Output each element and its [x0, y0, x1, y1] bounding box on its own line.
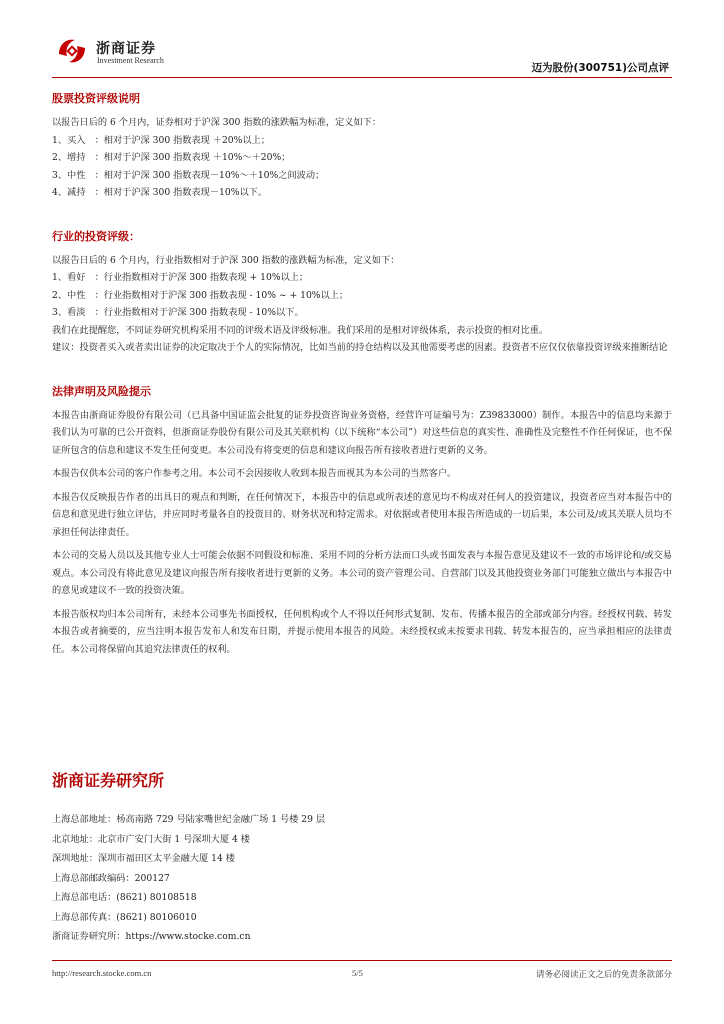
legal-heading: 法律声明及风险提示: [52, 384, 151, 398]
contact-line: 上海总部电话：(8621) 80108518: [52, 892, 197, 903]
contact-block: [52, 810, 325, 947]
report-title: 迈为股份(300751)公司点评: [531, 62, 669, 74]
stock-rating-item: 3、中性 ：相对于沪深 300 指数表现－10%～＋10%之间波动；: [52, 169, 325, 181]
legal-paragraph: 本报告版权均归本公司所有，未经本公司事先书面授权，任何机构或个人不得以任何形式复制、发布、传播本报告的全部或部分内容。经授权刊载、转发本报告或者摘要的，应当注明本报告发布人和发布日期，并提示使用本报告的风险。未经授权或未按要求刊载、转发本报告的，应当承担相应的法律责任。本公司将保留向其追究法律责任的权利。: [52, 608, 672, 655]
legal-paragraph: 本报告由浙商证券股份有限公司（已具备中国证监会批复的证券投资咨询业务资格，经营许可证编号为：Z39833000）制作。本报告中的信息均来源于我们认为可靠的已公开资料，但浙商证券股份有限公司及其关联机构（以下统称“本公司”）对这些信息的真实性、准确性及完整性不作任何保证，也不保证所包含的信息和建议不发生任何变更。本公司没有将变更的信息和建议向报告所有接收者进行更新的义务。: [52, 409, 672, 456]
stock-rating-item: 1、买入 ：相对于沪深 300 指数表现 ＋20%以上；: [52, 134, 270, 146]
contact-line: 浙商证券研究所：https://www.stocke.com.cn: [52, 931, 251, 942]
footer-divider: [52, 960, 672, 961]
footer-notice: 请务必阅读正文之后的免责条款部分: [535, 969, 672, 979]
legal-paragraph: 本报告仅供本公司的客户作参考之用。本公司不会因接收人收到本报告而视其为本公司的当然客户。: [52, 468, 457, 479]
page-header: [0, 0, 724, 80]
contact-line: 上海总部邮政编码：200127: [52, 872, 170, 884]
legal-paragraph: 本报告仅反映报告作者的出具日的观点和判断，在任何情况下，本报告中的信息或所表述的意见均不构成对任何人的投资建议，投资者应当对本报告中的信息和意见进行独立评估，并应同时考量各自的投资目的、财务状况和特定需求。对依据或者使用本报告所造成的一切后果，本公司及/或其关联人员均不承担任何法律责任。: [52, 491, 672, 538]
contact-line: 深圳地址：深圳市福田区太平金融大厦 14 楼: [52, 853, 235, 864]
industry-rating-note: 我们在此提醒您，不同证券研究机构采用不同的评级术语及评级标准。我们采用的是相对评级体系，表示投资的相对比重。: [52, 324, 549, 336]
footer-url: http://research.stocke.com.cn: [52, 968, 152, 978]
industry-rating-item: 1、看好 ：行业指数相对于沪深 300 指数表现 + 10%以上；: [52, 272, 309, 283]
logo-text: 浙商证券: [96, 41, 156, 57]
zheshang-logo-icon: [55, 36, 89, 66]
institute-name: 浙商证券研究所: [52, 771, 165, 790]
main-content: [52, 84, 672, 658]
contact-line: 上海总部传真：(8621) 80106010: [52, 911, 197, 923]
legal-paragraph: 本公司的交易人员以及其他专业人士可能会依据不同假设和标准、采用不同的分析方法而口头或书面发表与本报告意见及建议不一致的市场评论和/或交易观点。本公司没有将此意见及建议向报告所有接收者进行更新的义务。本公司的资产管理公司、自营部门以及其他投资业务部门可能独立做出与本报告中的意见或建议不一致的投资决策。: [52, 550, 672, 596]
industry-rating-note: 建议：投资者买入或者卖出证券的决定取决于个人的实际情况，比如当前的持仓结构以及其他需要考虑的因素。投资者不应仅仅依靠投资评级来推断结论: [52, 342, 668, 353]
logo-subtext: Investment Research: [97, 56, 164, 65]
stock-rating-heading: 股票投资评级说明: [52, 92, 140, 105]
contact-line: 上海总部地址：杨高南路 729 号陆家嘴世纪金融广场 1 号楼 29 层: [52, 814, 326, 825]
stock-rating-item: 2、增持 ：相对于沪深 300 指数表现 ＋10%～＋20%；: [52, 152, 291, 163]
page-number: 5/5: [352, 968, 363, 978]
header-divider: [52, 77, 672, 78]
stock-rating-intro: 以报告日后的 6 个月内，证券相对于沪深 300 指数的涨跌幅为标准，定义如下：: [52, 117, 382, 128]
industry-rating-heading: 行业的投资评级：: [52, 229, 140, 243]
industry-rating-intro: 以报告日后的 6 个月内，行业指数相对于沪深 300 指数的涨跌幅为标准，定义如下：: [52, 254, 400, 266]
contact-line: 北京地址：北京市广安门大街 1 号深圳大厦 4 楼: [52, 833, 250, 845]
industry-rating-item: 3、看淡 ：行业指数相对于沪深 300 指数表现 - 10%以下。: [52, 307, 304, 318]
stock-rating-item: 4、减持 ：相对于沪深 300 指数表现－10%以下。: [52, 187, 268, 198]
industry-rating-item: 2、中性 ：行业指数相对于沪深 300 指数表现 - 10% ~ + 10%以上；: [52, 289, 349, 301]
